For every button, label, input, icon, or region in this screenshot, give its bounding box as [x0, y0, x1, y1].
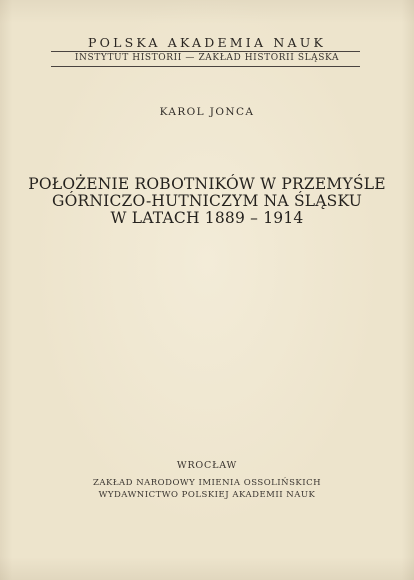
book-title — [0, 176, 414, 227]
header-rule-bottom — [51, 66, 360, 67]
title-line-1: POŁOŻENIE ROBOTNIKÓW W PRZEMYŚLE — [28, 175, 386, 193]
title-line-2: GÓRNICZO-HUTNICZYM NA ŚLĄSKU — [52, 192, 362, 210]
header-rule-top — [51, 51, 360, 52]
publisher-header: POLSKA AKADEMIA NAUK — [88, 35, 326, 50]
imprint-line-1: ZAKŁAD NARODOWY IMIENIA OSSOLIŃSKICH — [92, 478, 322, 488]
author-name: KAROL JONCA — [159, 106, 255, 118]
imprint — [0, 477, 414, 501]
institute-line: INSTYTUT HISTORII — ZAKŁAD HISTORII ŚLĄSKA — [74, 53, 340, 63]
publication-place: WROCŁAW — [176, 460, 238, 471]
title-line-3: W LATACH 1889 – 1914 — [110, 209, 304, 227]
imprint-line-2: WYDAWNICTWO POLSKIEJ AKADEMII NAUK — [98, 490, 316, 500]
